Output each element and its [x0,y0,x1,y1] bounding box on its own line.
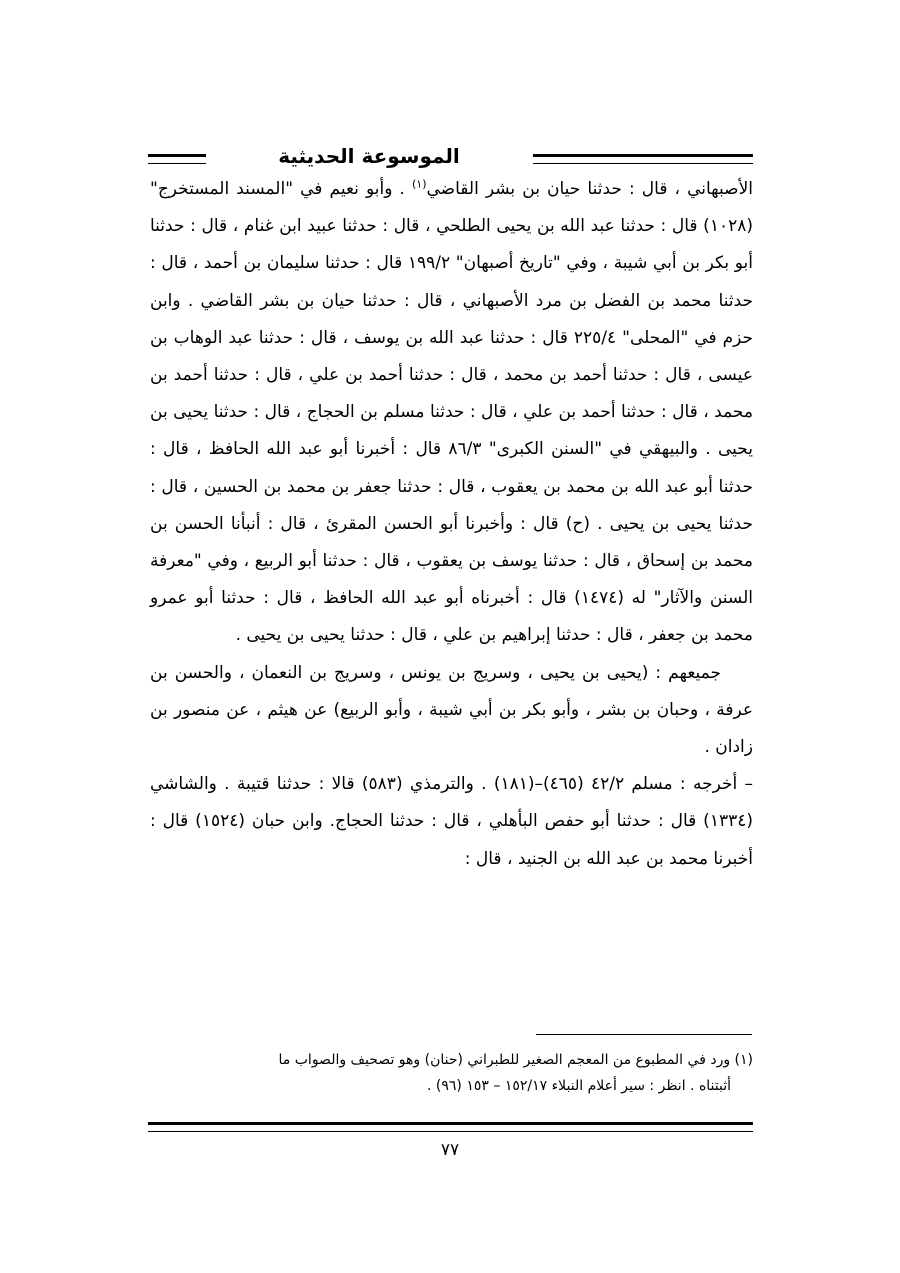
footer-rule [148,1122,753,1132]
page-number: ٧٧ [440,1140,460,1160]
paragraph-3: – أخرجه : مسلم ٤٢/٢ (٤٦٥)–(١٨١) . والترمذي (٥٨٣) قالا : حدثنا قتيبة . والشاشي (١٣٣٤) قال : حدثنا أبو حفص البأهلي ، قال : حدثنا الحجاج. وابن حبان (١٥٢٤) قال : أخبرنا محمد بن عبد الله بن الجنيد ، قال : [150,774,753,869]
paragraph-1-part-b: . وأبو نعيم في "المسند المستخرج" (١٠٢٨) قال : حدثنا عبد الله بن يحيى الطلحي ، قال : حدثنا عبيد ابن غنام ، قال : حدثنا أبو بكر بن أبي شيبة ، وفي "تاريخ أصبهان" ١٩٩/٢ قال : حدثنا سليمان بن أحمد ، قال : حدثنا محمد بن الفضل بن مرد الأصبهاني ، قال : حدثنا حيان بن بشر القاضي . وابن حزم في "المحلى" ٢٢٥/٤ قال : حدثنا عبد الله بن يوسف ، قال : حدثنا عبد الوهاب بن عيسى ، قال : حدثنا أحمد بن محمد ، قال : حدثنا أحمد بن علي ، قال : حدثنا أحمد بن محمد ، قال : حدثنا أحمد بن علي ، قال : حدثنا مسلم بن الحجاج ، قال : حدثنا يحيى بن يحيى . والبيهقي في "السنن الكبرى" ٨٦/٣ قال : أخبرنا أبو عبد الله الحافظ ، قال : حدثنا أبو عبد الله بن محمد بن يعقوب ، قال : حدثنا جعفر بن محمد بن الحسين ، قال : حدثنا يحيى بن يحيى . (ح) قال : وأخبرنا أبو الحسن المقرئ ، قال : أنبأنا الحسن بن محمد بن إسحاق ، قال : حدثنا يوسف بن يعقوب ، قال : حدثنا أبو الربيع ، وفي "معرفة السنن والآثار" له (١٤٧٤) قال : أخبرناه أبو عبد الله الحافظ ، قال : حدثنا أبو عمرو محمد بن جعفر ، قال : حدثنا إبراهيم بن علي ، قال : حدثنا يحيى بن يحيى . [150,179,753,646]
header-rule-right [533,154,753,164]
footnote-1-line-2: أثبتناه . انظر : سير أعلام النبلاء ١٥٢/١٧ – ١٥٣ (٩٦) . [427,1078,731,1094]
footnote-marker: (١) [412,177,427,191]
paragraph-1 [150,171,753,655]
header-title: الموسوعة الحديثية [278,144,460,168]
header-rule-left [148,154,206,164]
footnotes [150,1047,753,1099]
paragraph-2: جميعهم : (يحيى بن يحيى ، وسريج بن يونس ، وسريج بن النعمان ، والحسن بن عرفة ، وحبان بن بشر ، وأبو بكر بن أبي شيبة ، وأبو الربيع) عن هيثم ، عن منصور بن زادان . [150,662,753,758]
main-text [150,171,753,878]
footnote-separator [536,1034,752,1035]
paragraph-1-part-a: الأصبهاني ، قال : حدثنا حيان بن بشر القاضي [426,179,754,199]
footnote-1-line-1: (١) ورد في المطبوع من المعجم الصغير للطبراني (حنان) وهو تصحيف والصواب ما [278,1052,753,1068]
